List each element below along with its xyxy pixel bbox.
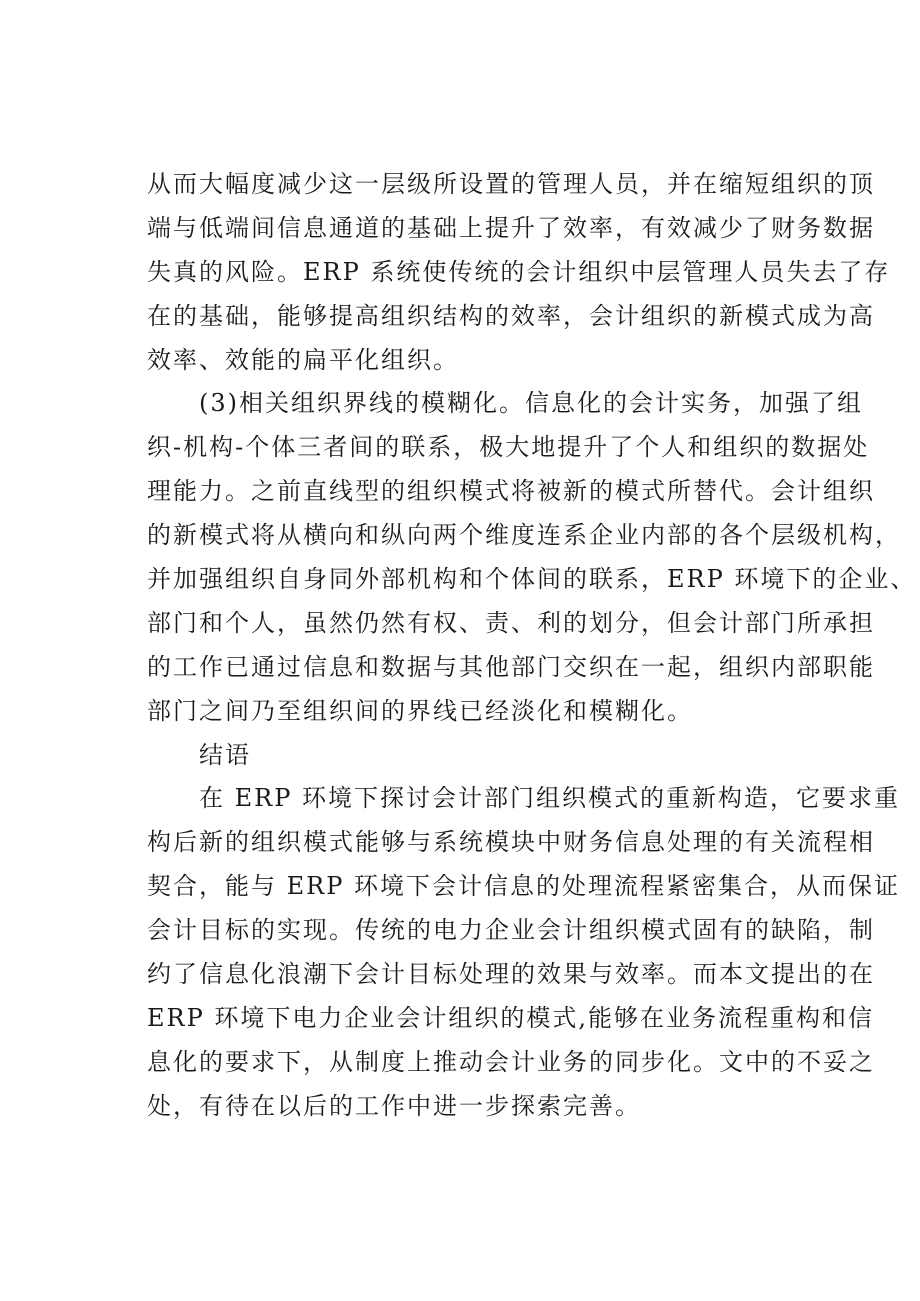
paragraph-1: [147, 163, 891, 382]
paragraph-line: 失真的风险。ERP 系统使传统的会计组织中层管理人员失去了存: [147, 257, 891, 286]
paragraph-line: ERP 环境下电力企业会计组织的模式,能够在业务流程重构和信: [147, 1003, 874, 1032]
paragraph-line: 部门之间乃至组织间的界线已经淡化和模糊化。: [147, 696, 693, 725]
paragraph-line: 息化的要求下，从制度上推动会计业务的同步化。文中的不妥之: [147, 1047, 875, 1076]
paragraph-line: 的工作已通过信息和数据与其他部门交织在一起，组织内部职能: [147, 652, 875, 681]
paragraph-line: 契合，能与 ERP 环境下会计信息的处理流程紧密集合，从而保证: [147, 872, 900, 901]
paragraph-line: 处，有待在以后的工作中进一步探索完善。: [147, 1091, 641, 1120]
paragraph-line: 部门和个人，虽然仍然有权、责、利的划分，但会计部门所承担: [147, 608, 875, 637]
paragraph-line: 在 ERP 环境下探讨会计部门组织模式的重新构造，它要求重: [199, 784, 900, 813]
document-body: [147, 163, 917, 1129]
paragraph-line: 构后新的组织模式能够与系统模块中财务信息处理的有关流程相: [147, 828, 875, 857]
paragraph-line: 理能力。之前直线型的组织模式将被新的模式所替代。会计组织: [147, 477, 875, 506]
paragraph-2: [147, 382, 917, 733]
paragraph-line: 在的基础，能够提高组织结构的效率，会计组织的新模式成为高: [147, 301, 875, 330]
paragraph-line: 从而大幅度减少这一层级所设置的管理人员，并在缩短组织的顶: [147, 170, 875, 198]
section-heading: 结语: [199, 740, 251, 769]
paragraph-line: 会计目标的实现。传统的电力企业会计组织模式固有的缺陷，制: [147, 916, 875, 945]
paragraph-line: 织-机构-个体三者间的联系，极大地提升了个人和组织的数据处: [147, 433, 870, 462]
paragraph-line: (3)相关组织界线的模糊化。信息化的会计实务，加强了组: [199, 389, 863, 418]
paragraph-line: 的新模式将从横向和纵向两个维度连系企业内部的各个层级机构，: [147, 521, 901, 550]
paragraph-line: 并加强组织自身同外部机构和个体间的联系，ERP 环境下的企业、: [147, 565, 917, 594]
paragraph-line: 端与低端间信息通道的基础上提升了效率，有效减少了财务数据: [147, 213, 875, 242]
paragraph-line: 效率、效能的扁平化组织。: [147, 345, 459, 374]
paragraph-3: [147, 777, 900, 1128]
paragraph-line: 约了信息化浪潮下会计目标处理的效果与效率。而本文提出的在: [147, 960, 875, 989]
